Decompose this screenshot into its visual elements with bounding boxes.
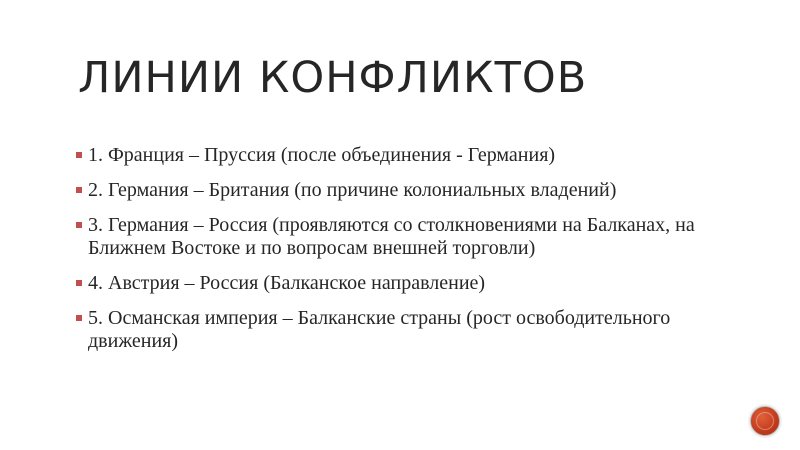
square-bullet-icon [76, 152, 82, 158]
list-item [74, 272, 734, 295]
bullet-text: 3. Германия – Россия (проявляются со столкновениями на Балканах, на Ближнем Востоке и по вопросам внешней торговли) [88, 214, 695, 259]
square-bullet-icon [76, 222, 82, 228]
list-item [74, 179, 734, 202]
slide-nav-button[interactable] [750, 406, 780, 436]
list-item [74, 144, 734, 167]
bullet-list [74, 144, 734, 365]
bullet-text: 1. Франция – Пруссия (после объединения - Германия) [88, 144, 556, 166]
square-bullet-icon [76, 280, 82, 286]
bullet-text: 5. Османская империя – Балканские страны (рост освободительного движения) [88, 307, 671, 352]
slide-title: ЛИНИИ КОНФЛИКТОВ [78, 53, 588, 103]
square-bullet-icon [76, 187, 82, 193]
list-item [74, 307, 734, 353]
square-bullet-icon [76, 315, 82, 321]
bullet-text: 2. Германия – Британия (по причине колониальных владений) [88, 179, 617, 201]
bullet-text: 4. Австрия – Россия (Балканское направление) [88, 272, 486, 294]
list-item [74, 214, 734, 260]
